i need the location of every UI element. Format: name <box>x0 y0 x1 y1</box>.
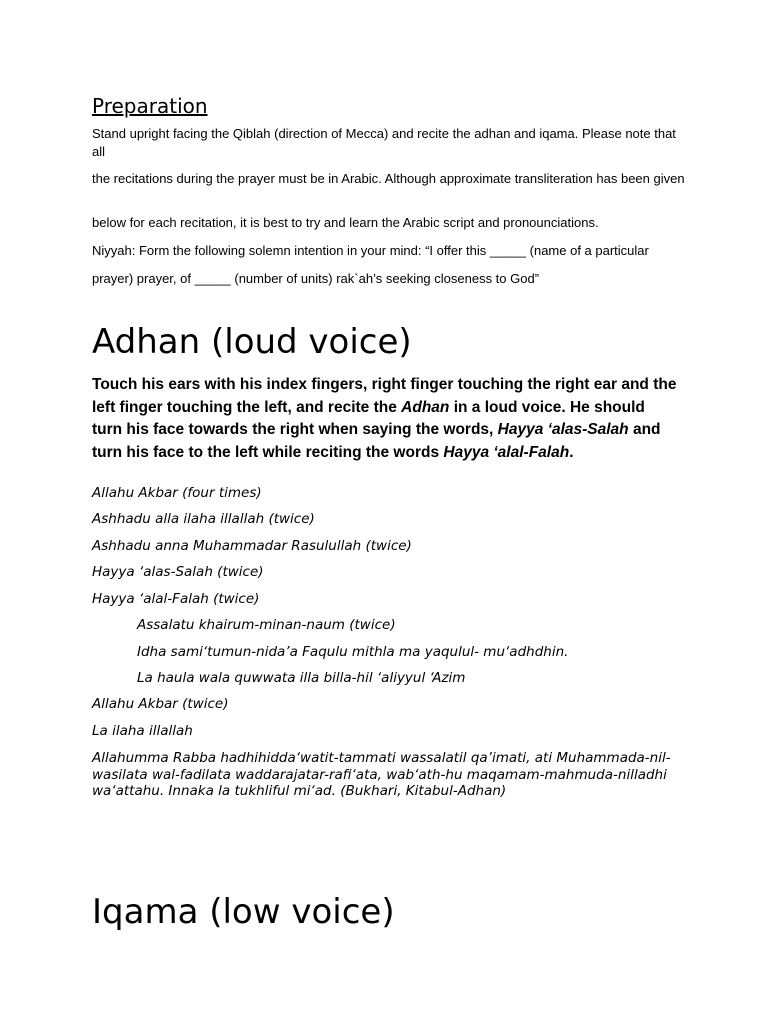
recitation-line: Ashhadu alla ilaha illallah (twice) <box>92 511 315 527</box>
iqama-heading: Iqama (low voice) <box>92 892 395 932</box>
preparation-paragraph: Stand upright facing the Qiblah (direction of Mecca) and recite the adhan and iqama. Please note that all <box>92 126 676 159</box>
recitation-line: La ilaha illallah <box>92 723 193 739</box>
recitation-line-indented: Assalatu khairum-minan-naum (twice) <box>137 617 396 633</box>
recitation-line: Allahu Akbar (four times) <box>92 485 262 501</box>
recitation-line: Hayya ‘alal-Falah (twice) <box>92 591 260 607</box>
preparation-heading: Preparation <box>92 94 208 118</box>
adhan-dua: Allahumma Rabba hadhihidda‘watit-tammati wassalatil qa’imati, ati Muhammada-nil-wasilata wal-fadilata waddarajatar-rafi‘ata, wab‘ath-hu maqamam-mahmuda-nilladhi wa‘attahu. Innaka la tukhliful mi‘ad. (Bukhari, Kitabul-Adhan) <box>92 750 671 799</box>
instruction-text: and turn his face to the left while reciting the words <box>92 421 661 461</box>
adhan-instruction <box>92 374 677 464</box>
niyyah-paragraph: Niyyah: Form the following solemn intention in your mind: “I offer this _____ (name of a particular <box>92 243 649 258</box>
instruction-emphasis: Adhan <box>401 398 450 416</box>
recitation-line-indented: Idha sami‘tumun-nida’a Faqulu mithla ma yaqulul- mu‘adhdhin. <box>137 644 569 660</box>
instruction-emphasis: Hayya ‘alal-Falah <box>443 443 570 461</box>
instruction-emphasis: Hayya ‘alas-Salah <box>497 421 629 438</box>
recitation-line: Ashhadu anna Muhammadar Rasulullah (twice) <box>92 538 412 554</box>
recitation-line: Allahu Akbar (twice) <box>92 696 229 712</box>
niyyah-paragraph-continued: prayer) prayer, of _____ (number of units) rak`ah’s seeking closeness to God” <box>92 271 540 286</box>
recitation-line: Hayya ‘alas-Salah (twice) <box>92 564 264 580</box>
preparation-paragraph: the recitations during the prayer must be in Arabic. Although approximate transliteration has been given <box>92 171 685 186</box>
recitation-line-indented: La haula wala quwwata illa billa-hil ‘aliyyul ‘Azim <box>137 670 466 686</box>
instruction-text: . <box>569 443 574 461</box>
instruction-text: in a loud voice. He should turn his face towards the right when saying the words, <box>92 398 645 438</box>
instruction-text: Touch his ears with his index fingers, right finger touching the right ear and the left finger touching the left, and recite the <box>92 376 677 416</box>
adhan-heading: Adhan (loud voice) <box>92 322 412 362</box>
preparation-paragraph: below for each recitation, it is best to try and learn the Arabic script and pronounciations. <box>92 215 599 230</box>
